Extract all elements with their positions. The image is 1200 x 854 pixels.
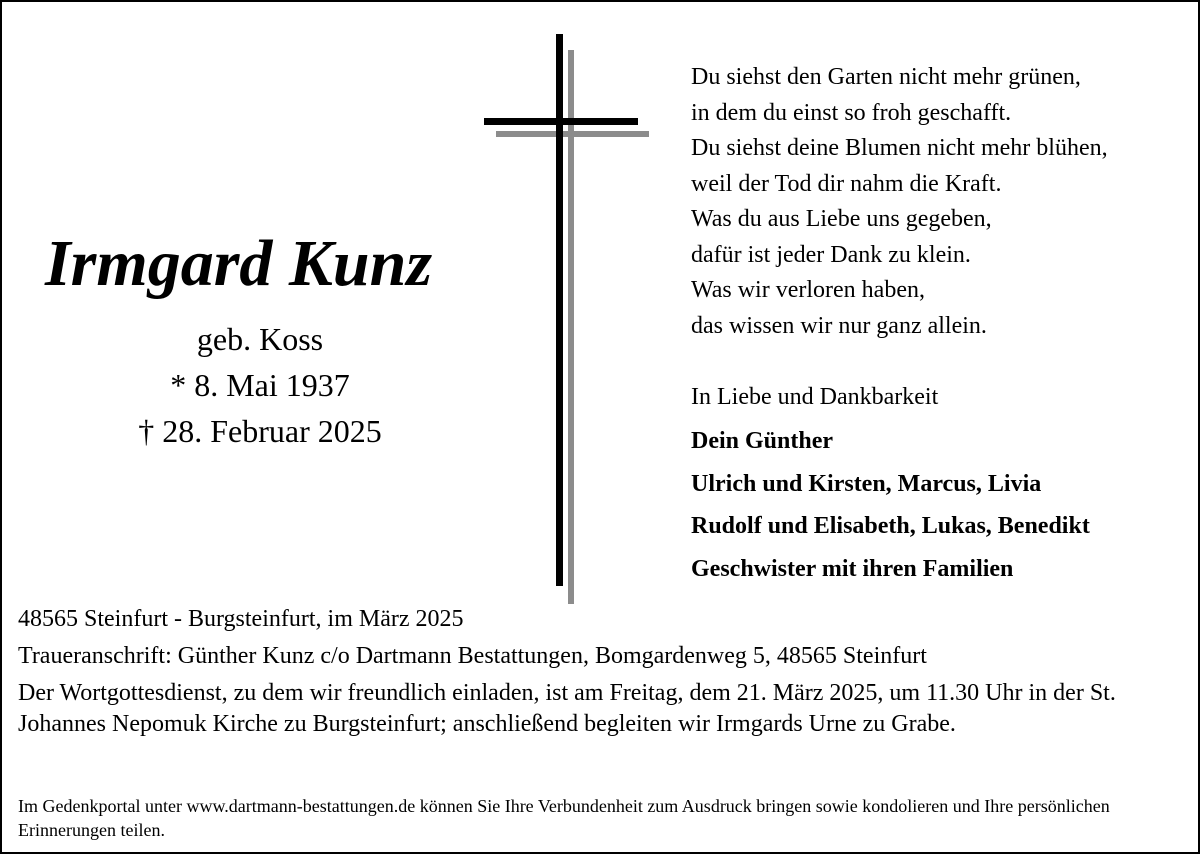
signatories <box>691 420 1191 590</box>
poem-line: Du siehst deine Blumen nicht mehr blühen, <box>691 135 1108 161</box>
birth-name: geb. Koss <box>196 321 324 357</box>
place-date: 48565 Steinfurt - Burgsteinfurt, im März 2025 <box>18 606 464 632</box>
cross-vertical <box>556 34 563 586</box>
signatory: Dein Günther <box>691 428 834 454</box>
poem-line: in dem du einst so froh geschafft. <box>691 99 1012 126</box>
service-info: Der Wortgottesdienst, zu dem wir freundlich einladen, ist am Freitag, dem 21. März 2025, um 11.30 Uhr in der St. Johannes Nepomuk Kirche zu Burgsteinfurt; anschließend begleiten wir Irmgards Urne zu Grabe. <box>18 680 1116 737</box>
poem-line: Was du aus Liebe uns gegeben, <box>691 206 992 232</box>
poem-line: dafür ist jeder Dank zu klein. <box>691 241 971 268</box>
signatory: Ulrich und Kirsten, Marcus, Livia <box>691 470 1042 497</box>
cross-horizontal <box>484 118 638 125</box>
poem <box>691 60 1171 344</box>
birth-date: * 8. Mai 1937 <box>170 367 350 403</box>
birth-death-block <box>110 316 410 454</box>
footer <box>18 604 1183 740</box>
poem-line: Was wir verloren haben, <box>691 277 925 303</box>
signatory: Geschwister mit ihren Familien <box>691 555 1014 582</box>
poem-line: Du siehst den Garten nicht mehr grünen, <box>691 64 1081 90</box>
mourning-address: Traueranschrift: Günther Kunz c/o Dartmann Bestattungen, Bomgardenweg 5, 48565 Steinfurt <box>18 643 927 669</box>
deceased-name: Irmgard Kunz <box>45 227 433 300</box>
memorial-portal-note: Im Gedenkportal unter www.dartmann-bestattungen.de können Sie Ihre Verbundenheit zum Ausdruck bringen sowie kondolieren und Ihre persönlichen Erinnerungen teilen. <box>18 796 1110 840</box>
poem-line: das wissen wir nur ganz allein. <box>691 312 987 339</box>
cross-shadow-horizontal <box>496 131 649 137</box>
poem-line: weil der Tod dir nahm die Kraft. <box>691 170 1002 197</box>
cross-icon <box>482 34 652 606</box>
dedication: In Liebe und Dankbarkeit <box>691 384 939 410</box>
death-date: † 28. Februar 2025 <box>138 413 382 449</box>
signatory: Rudolf und Elisabeth, Lukas, Benedikt <box>691 513 1090 539</box>
